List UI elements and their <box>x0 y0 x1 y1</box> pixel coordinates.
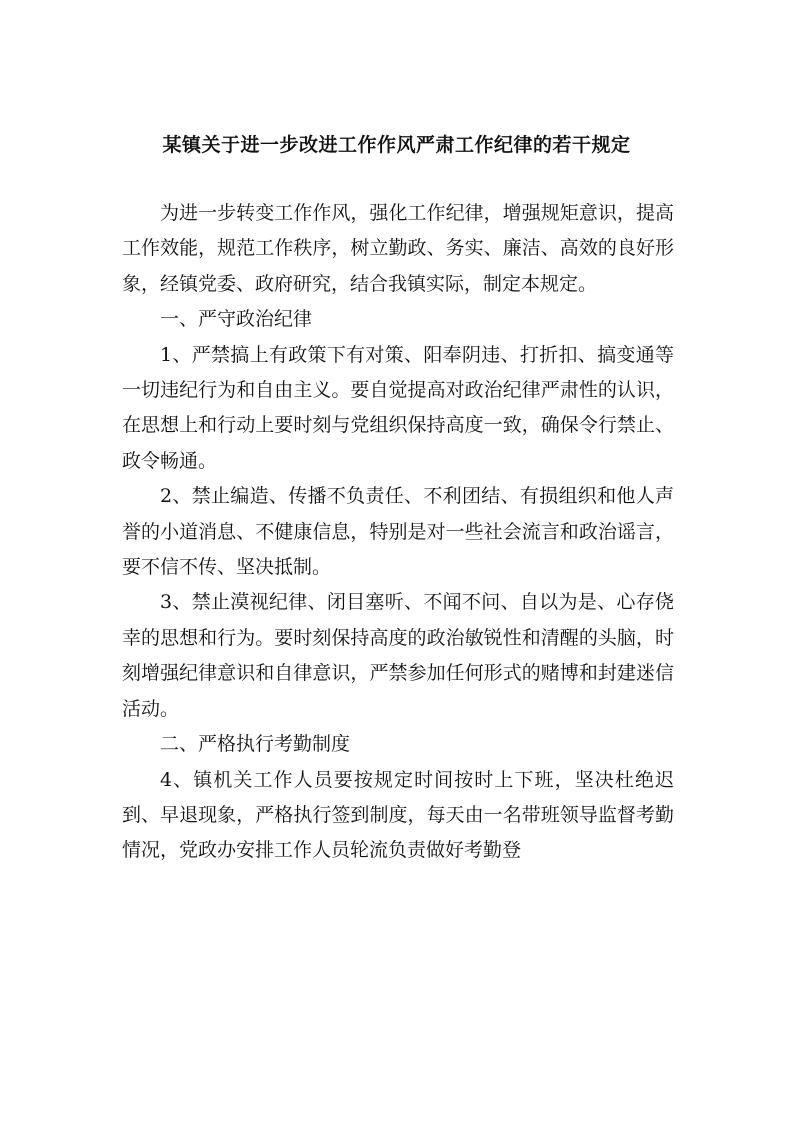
document-body <box>122 196 674 869</box>
paragraph-item-2: 2、禁止编造、传播不负责任、不利团结、有损组织和他人声誉的小道消息、不健康信息，特别是对一些社会流言和政治谣言，要不信不传、坚决抵制。 <box>122 485 674 579</box>
paragraph-item-1: 1、严禁搞上有政策下有对策、阳奉阴违、打折扣、搞变通等一切违纪行为和自由主义。要自觉提高对政治纪律严肃性的认识，在思想上和行动上要时刻与党组织保持高度一致，确保令行禁止、政令畅通。 <box>122 343 674 472</box>
section-heading-1: 一、严守政治纪律 <box>160 308 313 331</box>
paragraph-intro: 为进一步转变工作作风，强化工作纪律，增强规矩意识，提高工作效能，规范工作秩序，树立勤政、务实、廉洁、高效的良好形象，经镇党委、政府研究，结合我镇实际，制定本规定。 <box>122 202 674 295</box>
section-heading-2: 二、严格执行考勤制度 <box>160 733 351 756</box>
paragraph-item-3: 3、禁止漠视纪律、闭目塞听、不闻不问、自以为是、心存侥幸的思想和行为。要时刻保持高度的政治敏锐性和清醒的头脑，时刻增强纪律意识和自律意识，严禁参加任何形式的赌博和封建迷信活动。 <box>122 591 674 720</box>
paragraph-item-4: 4、镇机关工作人员要按规定时间按时上下班，坚决杜绝迟到、早退现象，严格执行签到制度，每天由一名带班领导监督考勤情况，党政办安排工作人员轮流负责做好考勤登 <box>122 768 674 862</box>
document-title: 某镇关于进一步改进工作作风严肃工作纪律的若干规定 <box>162 134 631 156</box>
